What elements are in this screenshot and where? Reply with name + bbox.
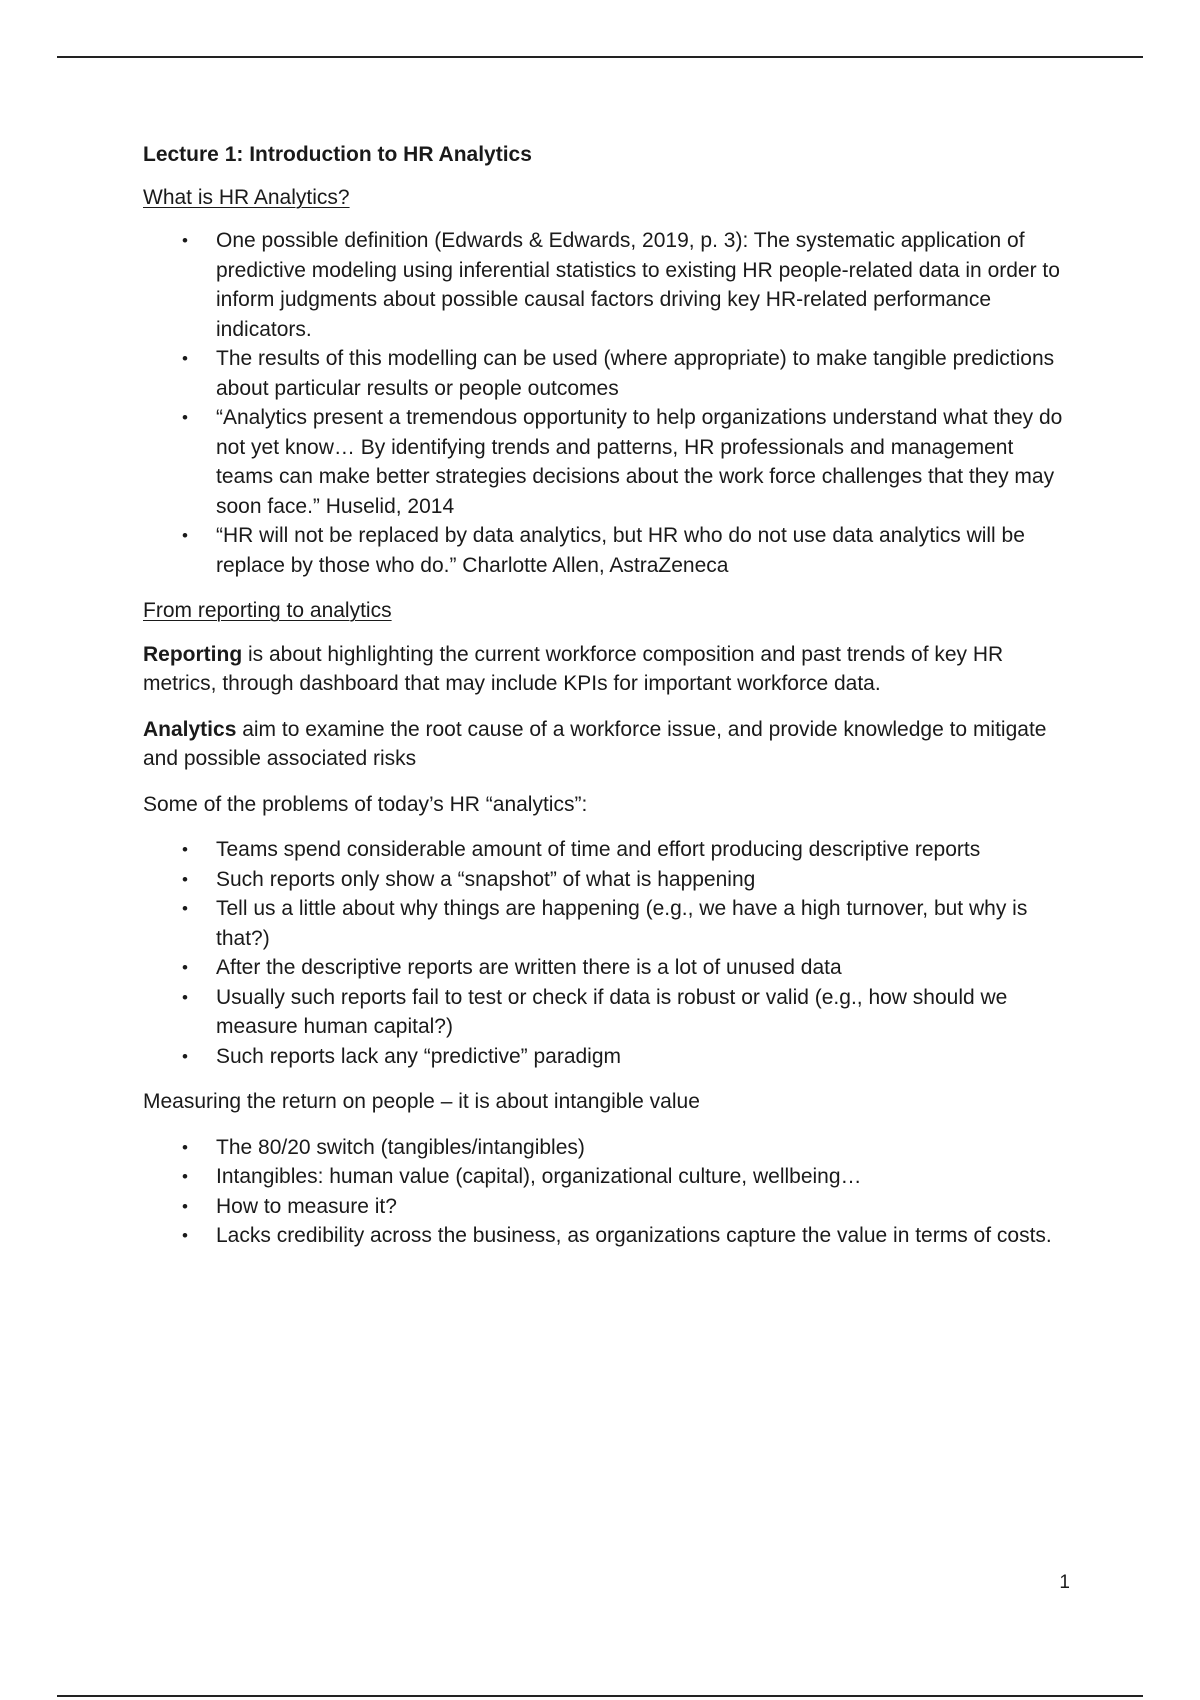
list-item-text: Tell us a little about why things are happening (e.g., we have a high turnover, but why is that?) — [216, 897, 1028, 950]
bullet-icon: • — [182, 231, 188, 250]
bullet-icon: • — [182, 1196, 188, 1216]
list-item — [143, 1133, 1063, 1163]
reporting-term: Reporting — [143, 642, 243, 666]
list-item-text: “Analytics present a tremendous opportunity to help organizations understand what they do not yet know… By identifying trends and patterns, HR professionals and management teams can make better strategies decisions about the work force challenges that they may soon face.” Huselid, 2014 — [216, 406, 1063, 518]
page-number: 1 — [1059, 1572, 1070, 1593]
top-rule — [57, 56, 1143, 58]
bullet-icon: • — [182, 1137, 188, 1157]
analytics-text: aim to examine the root cause of a workforce issue, and provide knowledge to mitigate and possible associated risks — [143, 717, 1047, 770]
list-item-text: Such reports lack any “predictive” paradigm — [216, 1044, 622, 1068]
list-item-text: One possible definition (Edwards & Edwards, 2019, p. 3): The systematic application of predictive modeling using inferential statistics to existing HR people-related data in order to inform judgments about possible causal factors driving key HR-related performance indicators. — [216, 229, 1060, 341]
bullet-icon: • — [182, 1226, 188, 1245]
problems-bullet-list — [143, 835, 1063, 1071]
list-item — [143, 226, 1063, 344]
bullet-icon: • — [182, 1046, 188, 1066]
list-item-text: The 80/20 switch (tangibles/intangibles) — [216, 1135, 585, 1159]
list-item-text: After the descriptive reports are written there is a lot of unused data — [216, 956, 842, 979]
definition-bullet-list — [143, 226, 1063, 580]
list-item — [143, 1192, 1063, 1222]
lecture-title: Lecture 1: Introduction to HR Analytics — [143, 143, 532, 166]
list-item — [143, 835, 1063, 865]
list-item-text: “HR will not be replaced by data analytics, but HR who do not use data analytics will be replace by those who do.” Charlotte Allen, AstraZeneca — [216, 524, 1025, 577]
bullet-icon: • — [182, 1167, 188, 1186]
bullet-icon: • — [182, 526, 188, 545]
bottom-rule — [57, 1695, 1143, 1697]
list-item-text: Intangibles: human value (capital), organizational culture, wellbeing… — [216, 1165, 862, 1188]
analytics-term: Analytics — [143, 717, 237, 741]
list-item — [143, 894, 1063, 953]
document-body — [143, 140, 1063, 1267]
list-item — [143, 865, 1063, 895]
bullet-icon: • — [182, 987, 188, 1007]
analytics-paragraph — [143, 715, 1063, 774]
problems-intro: Some of the problems of today’s HR “analytics”: — [143, 792, 588, 816]
section-heading-what-is-hr-analytics: What is HR Analytics? — [143, 185, 350, 209]
return-on-people-intro: Measuring the return on people – it is about intangible value — [143, 1090, 700, 1113]
list-item — [143, 953, 1063, 983]
list-item — [143, 403, 1063, 521]
reporting-text: is about highlighting the current workforce composition and past trends of key HR metrics, through dashboard that may include KPIs for important workforce data. — [143, 642, 1004, 695]
bullet-icon: • — [182, 958, 188, 977]
intangibles-bullet-list — [143, 1133, 1063, 1251]
list-item-text: Usually such reports fail to test or check if data is robust or valid (e.g., how should we measure human capital?) — [216, 985, 1008, 1038]
bullet-icon: • — [182, 349, 188, 368]
list-item-text: The results of this modelling can be used (where appropriate) to make tangible predictions about particular results or people outcomes — [216, 347, 1055, 400]
list-item — [143, 521, 1063, 580]
list-item-text: How to measure it? — [216, 1194, 397, 1218]
list-item — [143, 1221, 1063, 1251]
list-item-text: Teams spend considerable amount of time and effort producing descriptive reports — [216, 838, 981, 861]
reporting-paragraph — [143, 640, 1063, 699]
list-item — [143, 983, 1063, 1042]
list-item — [143, 344, 1063, 403]
list-item — [143, 1162, 1063, 1192]
section-heading-from-reporting-to-analytics: From reporting to analytics — [143, 599, 392, 622]
list-item — [143, 1042, 1063, 1072]
bullet-icon: • — [182, 840, 188, 859]
list-item-text: Such reports only show a “snapshot” of what is happening — [216, 867, 756, 891]
bullet-icon: • — [182, 408, 188, 427]
list-item-text: Lacks credibility across the business, as organizations capture the value in terms of costs. — [216, 1224, 1052, 1247]
bullet-icon: • — [182, 869, 188, 889]
bullet-icon: • — [182, 899, 188, 918]
